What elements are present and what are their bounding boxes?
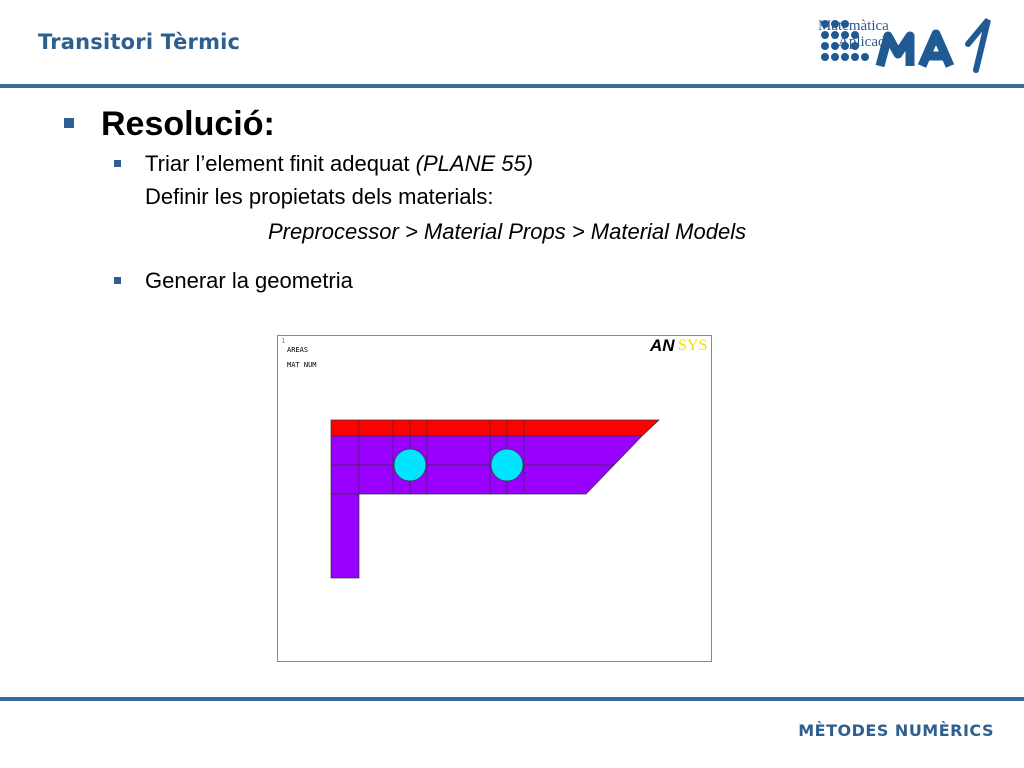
ansys-geometry-plot	[277, 335, 712, 662]
bullet-square-icon	[114, 277, 121, 284]
header-divider	[0, 84, 1024, 88]
menu-path-text: Preprocessor > Material Props > Material Models	[268, 219, 747, 244]
ansys-logo-an: AN	[650, 336, 675, 355]
cyan-pipe-area	[394, 449, 426, 481]
geometry-areas-svg	[278, 336, 711, 661]
plot-number: 1	[281, 337, 286, 345]
bullet-item-geometry: Generar la geometria	[145, 268, 353, 293]
cyan-pipe-area	[491, 449, 523, 481]
plot-label-areas: AREAS	[287, 346, 309, 354]
logo-word-matematica: Matemàtica	[818, 18, 889, 34]
footer-course-title: MÈTODES NUMÈRICS	[798, 721, 994, 740]
slide-heading: Resolució:	[101, 105, 275, 143]
logo-word-aplicada: Aplicada	[838, 34, 893, 50]
ansys-logo-sys: SYS	[678, 337, 708, 354]
material-properties-text: Definir les propietats dels materials:	[145, 184, 494, 209]
bullet-square-icon	[114, 160, 121, 167]
red-material-area	[331, 420, 659, 436]
purple-leg-area	[331, 494, 359, 578]
slide-header-title: Transitori Tèrmic	[38, 30, 241, 54]
element-type-text: (PLANE 55)	[415, 151, 534, 176]
plot-label-mat-num: MAT NUM	[287, 361, 317, 369]
bullet-item-element	[145, 151, 533, 177]
ma1-logo	[818, 14, 1000, 76]
bullet-square-icon	[64, 118, 74, 128]
bullet-item-text: Triar l’element finit adequat	[145, 151, 416, 176]
footer-divider	[0, 697, 1024, 701]
